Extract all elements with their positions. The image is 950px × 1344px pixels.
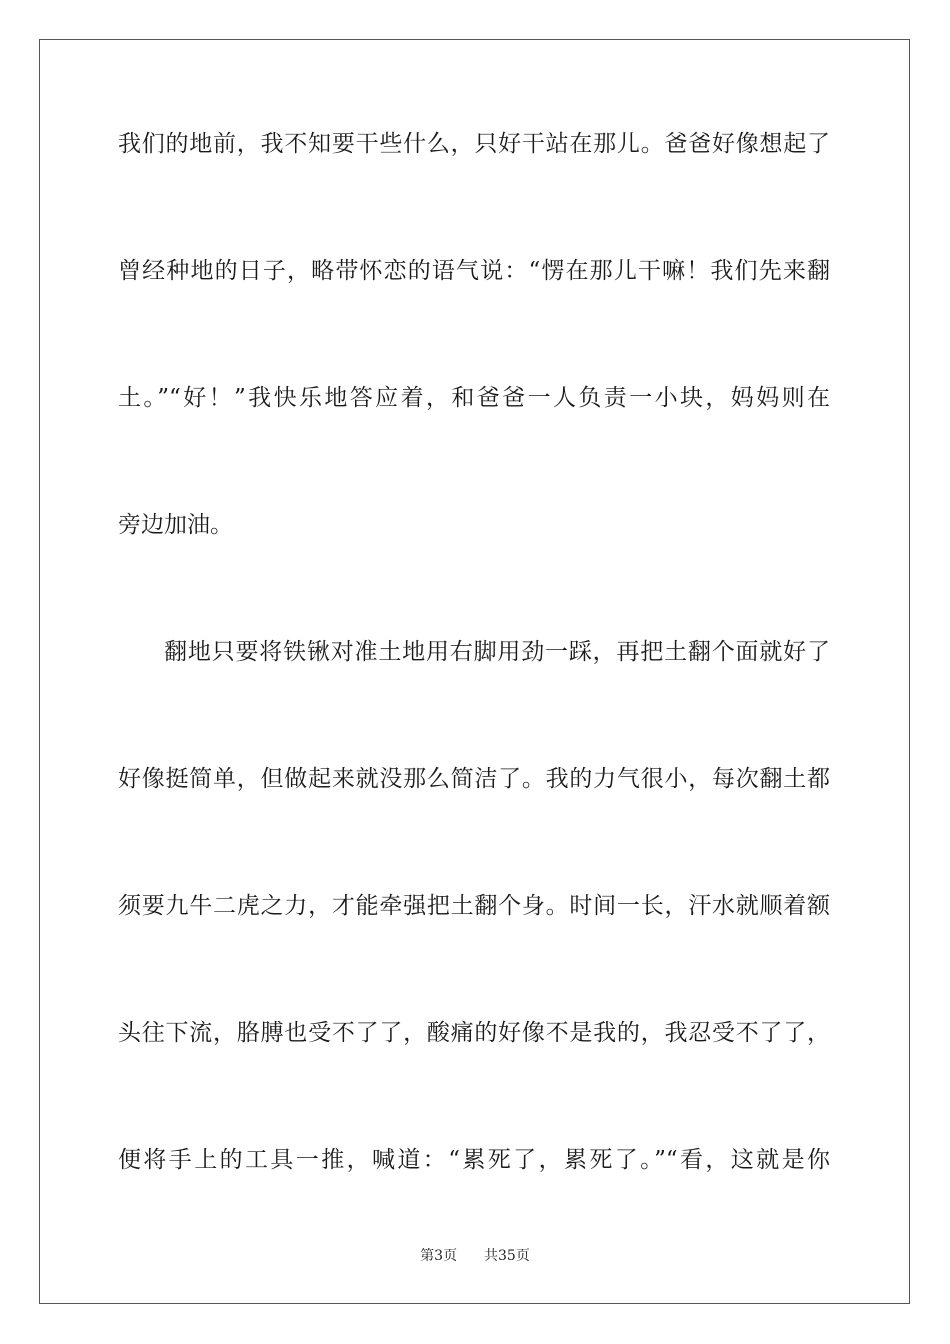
text-line: 我们的地前，我不知要干些什么，只好干站在那儿。爸爸好像想起了 bbox=[118, 131, 830, 157]
text-line: 须要九牛二虎之力，才能牵强把土翻个身。时间一长，汗水就顺着额 bbox=[118, 893, 830, 919]
text-line: 旁边加油。 bbox=[118, 512, 233, 538]
page-footer bbox=[0, 1246, 950, 1266]
page-total: 共35页 bbox=[484, 1248, 530, 1264]
text-line: 头往下流，胳膊也受不了了，酸痛的好像不是我的，我忍受不了了， bbox=[118, 1020, 830, 1046]
text-line: 翻地只要将铁锹对准土地用右脚用劲一踩，再把土翻个面就好了 bbox=[164, 639, 830, 665]
text-line: 好像挺简单，但做起来就没那么简洁了。我的力气很小，每次翻土都 bbox=[118, 766, 830, 792]
page-number: 第3页 bbox=[420, 1248, 458, 1264]
text-line: 便将手上的工具一推，喊道：“累死了，累死了。”“看，这就是你 bbox=[118, 1147, 830, 1173]
text-line: 曾经种地的日子，略带怀恋的语气说：“愣在那儿干嘛！我们先来翻 bbox=[118, 258, 830, 284]
text-line: 土。”“好！”我快乐地答应着，和爸爸一人负责一小块，妈妈则在 bbox=[118, 385, 830, 411]
